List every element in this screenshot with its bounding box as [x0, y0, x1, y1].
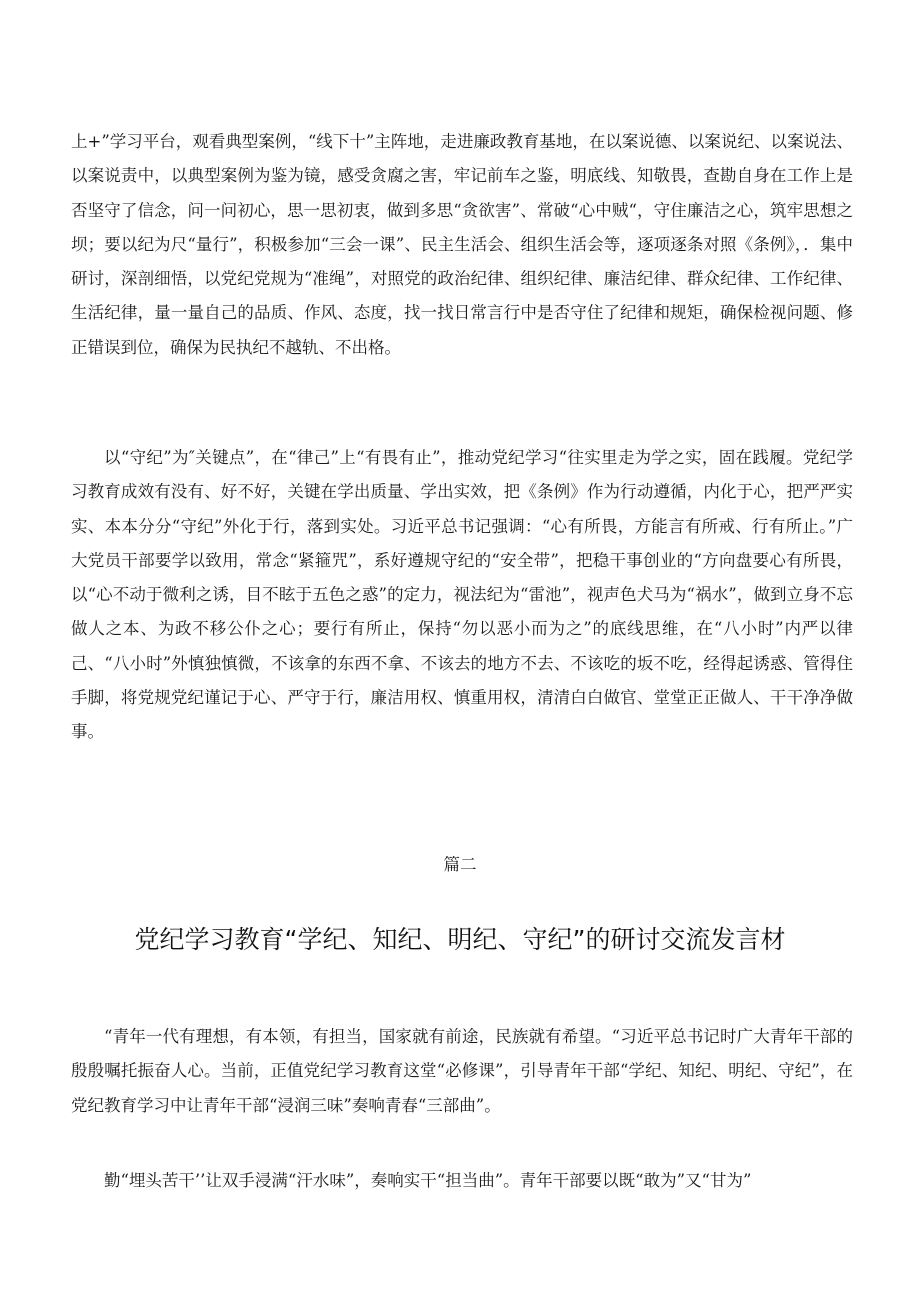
document-heading: 党纪学习教育“学纪、知纪、明纪、守纪”的研讨交流发言材 [134, 925, 786, 954]
body-paragraph-3: “青年一代有理想，有本领，有担当，国家就有前途，民族就有希望。“习近平总书记时广大青年干部的殷殷嘱托振奋人心。当前，正值党纪学习教育这堂“必修课”，引导青年干部“学纪、知纪、明纪、守纪”，在党纪教育学习中让青年干部“浸润三味”奏响青春“三部曲”。 [71, 1027, 853, 1115]
body-paragraph-2: 以“守纪”为″关键点”，在“律己”上“有畏有止”，推动党纪学习“往实里走为学之实，固在践履。党纪学习教育成效有没有、好不好，关键在学出质量、学出实效，把《条例》作为行动遵循，内化于心，把严严实实、本本分分“守纪”外化于行，落到实处。习近平总书记强调：“心有所畏，方能言有所戒、行有所止。”广大党员干部要学以致用，常念“紧箍咒”，系好遵规守纪的“安全带”，把稳干事创业的“方向盘要心有所畏，以“心不动于微利之诱，目不眩于五色之惑”的定力，视法纪为“雷池”，视声色犬马为“祸水”，做到立身不忘做人之本、为政不移公仆之心；要行有所止，保持“勿以恶小而为之”的底线思维，在“八小时”内严以律己、“八小时”外慎独慎微，不该拿的东西不拿、不该去的地方不去、不该吃的坂不吃，经得起诱惑、管得住手脚，将党规党纪谨记于心、严守于行，廉洁用权、慎重用权，清清白白做官、堂堂正正做人、干干净净做事。 [71, 448, 853, 742]
section-label: 篇二 [443, 855, 477, 874]
body-paragraph-4: 勤“埋头苦干’’让双手浸满“汗水味”，奏响实干“担当曲”。青年干部要以既“敢为”又“甘为” [104, 1171, 752, 1190]
body-paragraph-1: 上+”学习平台，观看典型案例，“线下十”主阵地，走进廉政教育基地，在以案说德、以案说纪、以案说法、以案说责中，以典型案例为鉴为镜，感受贪腐之害，牢记前车之鉴，明底线、知敬畏，查勘自身在工作上是否坚守了信念，问一问初心，思一思初衷，做到多思“贪欲害”、常破“心中贼“，守住廉洁之心，筑牢思想之坝；要以纪为尺“量行”，积极参加“三会一课”、民主生活会、组织生活会等，逐项逐条对照《条例》，．集中研讨，深剖细悟，以党纪党规为“准绳”，对照党的政治纪律、组织纪律、廉洁纪律、群众纪律、工作纪律、生活纪律，量一量自己的品质、作风、态度，找一找日常言行中是否守住了纪律和规矩，确保检视问题、修正错误到位，确保为民执纪不越轨、不出格。 [71, 132, 853, 357]
